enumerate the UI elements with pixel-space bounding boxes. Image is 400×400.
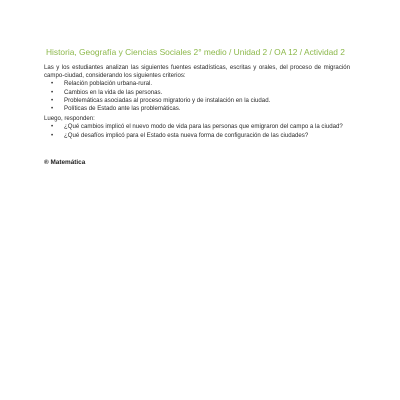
bullet-icon: •: [51, 105, 54, 113]
question-text: ¿Qué cambios implicó el nuevo modo de vida para las personas que emigraron del campo a la ciudad?: [64, 123, 343, 131]
then-label: Luego, responden:: [44, 115, 95, 123]
page-title: Historia, Geografía y Ciencias Sociales 2° medio / Unidad 2 / OA 12 / Actividad 2: [46, 47, 345, 57]
bullet-icon: •: [51, 80, 54, 88]
list-item: [51, 80, 350, 88]
list-item: [51, 96, 350, 105]
criteria-text: Problemáticas asociadas al proceso migratorio y de instalación en la ciudad.: [64, 96, 271, 104]
criteria-text: Políticas de Estado ante las problemáticas.: [64, 105, 181, 113]
question-text: ¿Qué desafíos implicó para el Estado esta nueva forma de configuración de las ciudades?: [64, 131, 309, 139]
bullet-icon: •: [51, 131, 54, 139]
criteria-list: [44, 80, 350, 113]
intro-paragraph: Las y los estudiantes analizan las siguientes fuentes estadísticas, escritas y orales, del proceso de migración campo-ciudad, considerando los siguientes criterios:: [44, 64, 350, 80]
activity-content: [44, 64, 350, 140]
questions-list: [44, 123, 350, 139]
list-item: [51, 123, 350, 131]
bullet-icon: •: [51, 88, 54, 96]
bullet-icon: •: [51, 123, 54, 131]
list-item: [51, 131, 350, 140]
criteria-text: Cambios en la vida de las personas.: [64, 88, 163, 96]
list-item: [51, 105, 350, 113]
section-heading: ® Matemática: [44, 159, 86, 166]
bullet-icon: •: [51, 96, 54, 104]
criteria-text: Relación población urbana-rural.: [64, 80, 153, 88]
list-item: [51, 88, 350, 97]
